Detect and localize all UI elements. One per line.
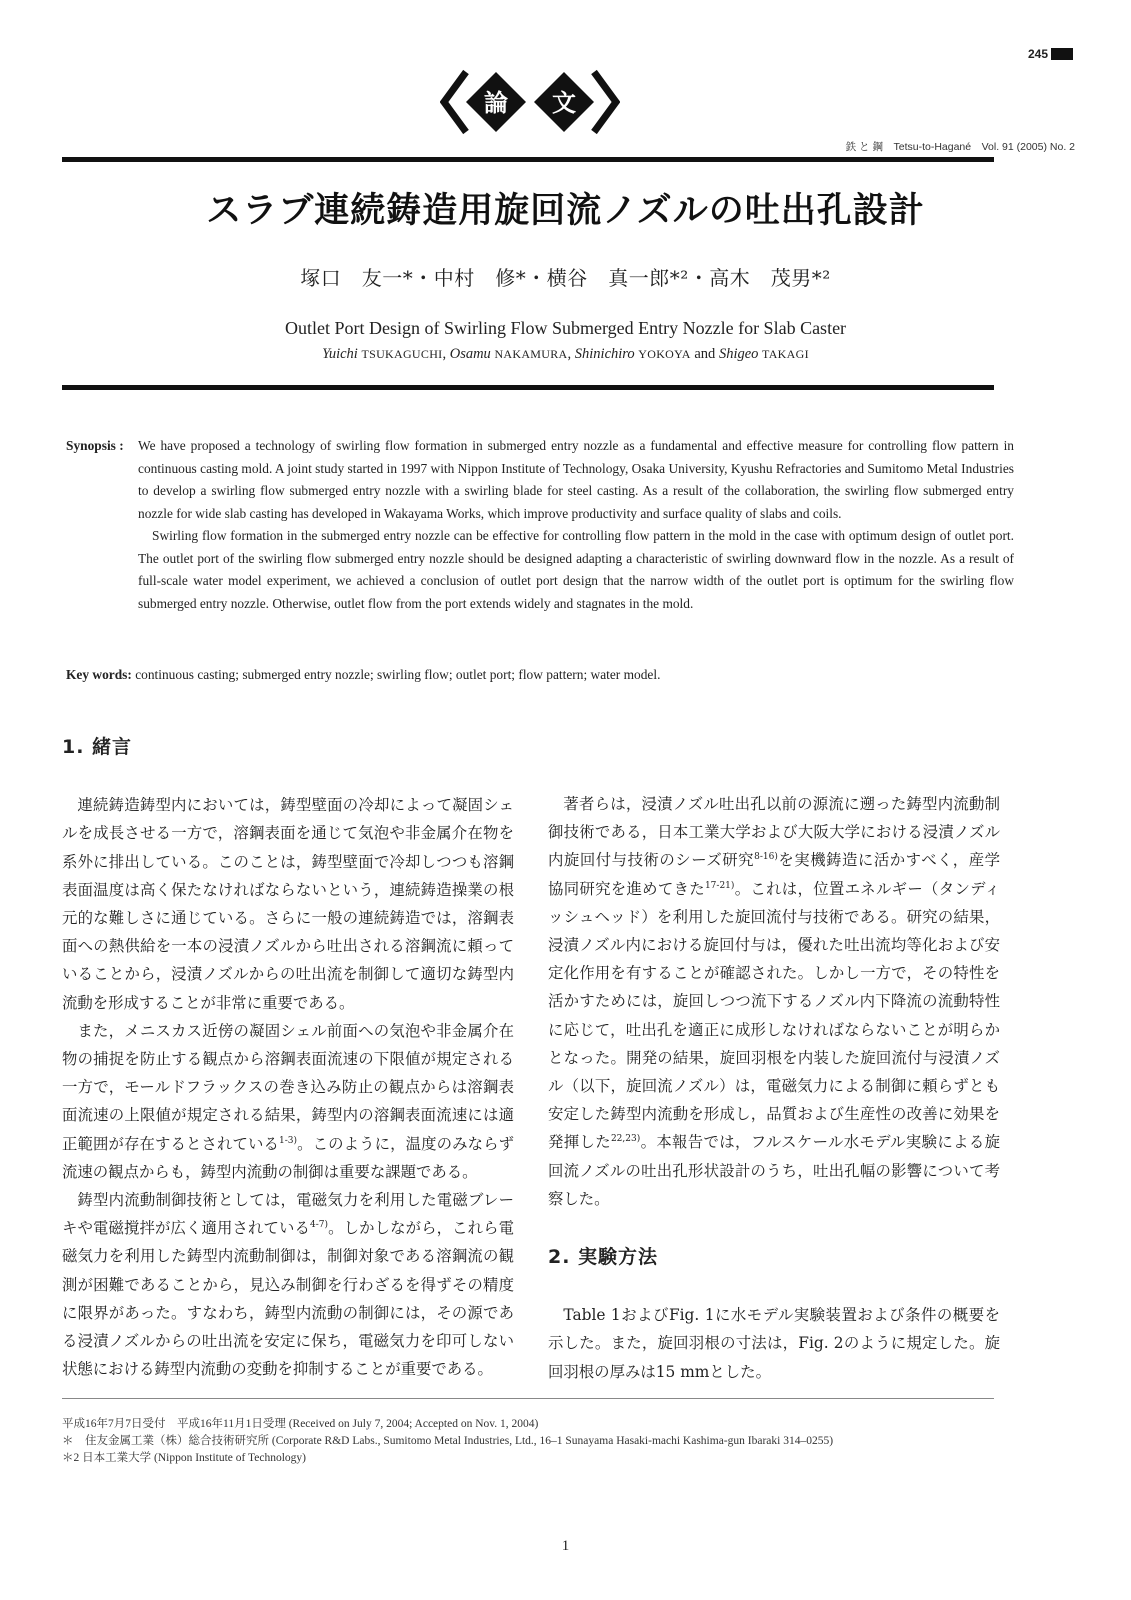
running-page-number bbox=[1028, 47, 1073, 61]
body-column-right bbox=[548, 733, 1000, 1386]
intro-paragraph-1: 連続鋳造鋳型内においては，鋳型壁面の冷却によって凝固シェルを成長させる一方で，溶鋼表面を通じて気泡や非金属介在物を系外に排出している。このことは，鋳型壁面で冷却しつつも溶鋼表面温度は高く保たなければならないという，連続鋳造操業の根元的な難しさに通じている。さらに一般の連続鋳造では，溶鋼表面への熱供給を一本の浸漬ノズルから吐出される溶鋼流に頼っていることから，浸漬ノズルからの吐出流を制御して適切な鋳型内流動を形成することが非常に重要である。 bbox=[62, 796, 514, 1012]
citation-ref: 22,23) bbox=[610, 1134, 641, 1145]
authors-japanese: 塚口 友一*・中村 修*・横谷 真一郎*²・高木 茂男*² bbox=[300, 266, 831, 290]
footnote-received: 平成16年7月7日受付 平成16年11月1日受理 (Received on July 7, 2004; Accepted on Nov. 1, 2004) bbox=[62, 1418, 539, 1430]
keywords bbox=[66, 667, 1026, 683]
keywords-label: Key words: bbox=[66, 667, 132, 682]
footnote-affiliation-1: ＊ 住友金属工業（株）総合技術研究所 (Corporate R&D Labs., Sumitomo Metal Industries, Ltd., 16–1 Sunayama Hasaki-machi Kashima-gun Ibaraki 314–0255) bbox=[62, 1435, 834, 1447]
journal-citation: 鉄 と 鋼 Tetsu-to-Hagané Vol. 91 (2005) No. 2 bbox=[845, 141, 1075, 153]
methods-paragraph-1: Table 1およびFig. 1に水モデル実験装置および条件の概要を示した。また，旋回羽根の寸法は，Fig. 2のように規定した。旋回羽根の厚みは15 mmとした。 bbox=[548, 1306, 1000, 1381]
citation-ref: 8-16) bbox=[754, 852, 778, 863]
author-conjunction: and bbox=[694, 346, 716, 362]
citation-ref: 4-7) bbox=[309, 1220, 328, 1231]
section-heading-introduction: 1. 緒言 bbox=[62, 736, 133, 758]
footnotes bbox=[62, 1416, 1022, 1467]
article-type-badge bbox=[440, 66, 620, 138]
page-number-bar bbox=[1051, 48, 1073, 60]
intro-paragraph-4: 著者らは，浸漬ノズル吐出孔以前の源流に遡った鋳型内流動制御技術である，日本工業大学および大阪大学における浸漬ノズル内旋回付与技術のシーズ研究$^{8-16)}$を実機鋳造に活かすべく，産学協同研究を進めてきた$^{17-21)}$。これは，位置エネルギー（タンディッシュヘッド）を利用した旋回流付与技術である。研究の結果，浸漬ノズル内における旋回付与は，優れた吐出流均等化および安定化作用を有することが確認された。しかし一方で，その特性を活かすためには，旋回しつつ流下するノズル内下降流の流動特性に応じて，吐出孔を適正に成形しなければならないことが明らかとなった。開発の結果，旋回羽根を内装した旋回流付与浸漬ノズル（以下，旋回流ノズル）は，電磁気力による制御に頼らずとも安定した鋳型内流動を形成し，品質および生産性の改善に効果を発揮した$^{22,23)}$。本報告では，フルスケール水モデル実験による旋回流ノズルの吐出孔形状設計のうち，吐出孔幅の影響について考察した。 bbox=[548, 795, 1001, 1208]
intro-paragraph-2: また，メニスカス近傍の凝固シェル前面への気泡や非金属介在物の捕捉を防止する観点から溶鋼表面流速の下限値が規定される一方で，モールドフラックスの巻き込み防止の観点からは溶鋼表面流速の上限値が規定される結果，鋳型内の溶鋼表面流速には適正範囲が存在するとされている$^{1-3)}$。このように，温度のみならず流速の観点からも，鋳型内流動の制御は重要な課題である。 bbox=[62, 1021, 514, 1181]
badge-char-1: 論 bbox=[484, 89, 508, 117]
author-4-family: TAKAGI bbox=[762, 347, 809, 361]
section-heading-methods: 2. 実験方法 bbox=[548, 1246, 659, 1269]
author-4-given: Shigeo bbox=[718, 346, 759, 362]
synopsis-paragraph-1: We have proposed a technology of swirling flow formation in submerged entry nozzle as a fundamental and effective measure for controlling flow pattern in continuous casting mold. A joint study started in 1997 with Nippon Institute of Technology, Osaka University, Kyushu Refractories and Sumitomo Metal Industries to develop a swirling flow submerged entry nozzle with a swirling blade for steel casting. As a result of the collaboration, the swirling flow submerged entry nozzle for wide slab casting has developed in Wakayama Works, which improve productivity and surface quality of slabs and coils. bbox=[138, 438, 1014, 521]
author-1-given: Yuichi bbox=[322, 346, 358, 362]
intro-paragraph-3: 鋳型内流動制御技術としては，電磁気力を利用した電磁ブレーキや電磁撹拌が広く適用されている$^{4-7)}$。しかしながら，これら電磁気力を利用した鋳型内流動制御は，制御対象である溶鋼流の観測が困難であることから，見込み制御を行わざるを得ずその精度に限界があった。すなわち，鋳型内流動の制御には，その源である浸漬ノズルからの吐出流を安定に保ち，電磁気力を印可しない状態における鋳型内流動の変動を抑制することが重要である。 bbox=[62, 1191, 514, 1379]
badge-char-2: 文 bbox=[552, 89, 576, 117]
synopsis bbox=[66, 435, 1014, 615]
right-chevron-icon bbox=[594, 72, 616, 132]
author-1-family: TSUKAGUCHI bbox=[361, 347, 443, 361]
synopsis-label: Synopsis : bbox=[66, 438, 124, 453]
author-3-family: YOKOYA bbox=[638, 347, 691, 361]
header-rule bbox=[62, 157, 994, 162]
paper-title: スラブ連続鋳造用旋回流ノズルの吐出孔設計 bbox=[206, 191, 925, 231]
citation-ref: 17-21) bbox=[704, 880, 735, 891]
author-3-given: Shinichiro bbox=[574, 346, 635, 362]
citation-ref: 1-3) bbox=[278, 1135, 297, 1146]
author-2-given: Osamu bbox=[449, 346, 491, 362]
author-2-family: NAKAMURA bbox=[494, 347, 568, 361]
page-number-text: 245 bbox=[1027, 47, 1048, 61]
footnote-rule bbox=[62, 1398, 994, 1399]
keywords-text: continuous casting; submerged entry nozzle; swirling flow; outlet port; flow pattern; water model. bbox=[135, 667, 661, 682]
left-chevron-icon bbox=[444, 72, 466, 132]
paper-title-english: Outlet Port Design of Swirling Flow Submerged Entry Nozzle for Slab Caster bbox=[284, 318, 847, 338]
authors-english: Yuichi TSUKAGUCHI, Osamu NAKAMURA, Shinichiro YOKOYA and Shigeo TAKAGI bbox=[322, 346, 809, 362]
page-number-bottom: 1 bbox=[561, 1538, 570, 1554]
synopsis-paragraph-2: Swirling flow formation in the submerged entry nozzle can be effective for controlling flow pattern in the mold in the case with optimum design of outlet port. The outlet port of the swirling flow submerged entry nozzle should be designed adapting a characteristic of swirling downward flow in the nozzle. As a result of full-scale water model experiment, we achieved a conclusion of outlet port design that the narrow width of the outlet port is optimum for the swirling flow submerged entry nozzle. Otherwise, outlet flow from the port extends widely and stagnates in the mold. bbox=[138, 528, 1014, 611]
footnote-affiliation-2: ＊2 日本工業大学 (Nippon Institute of Technology) bbox=[62, 1452, 306, 1464]
title-block-rule bbox=[62, 385, 994, 390]
body-column-left bbox=[62, 733, 514, 1383]
